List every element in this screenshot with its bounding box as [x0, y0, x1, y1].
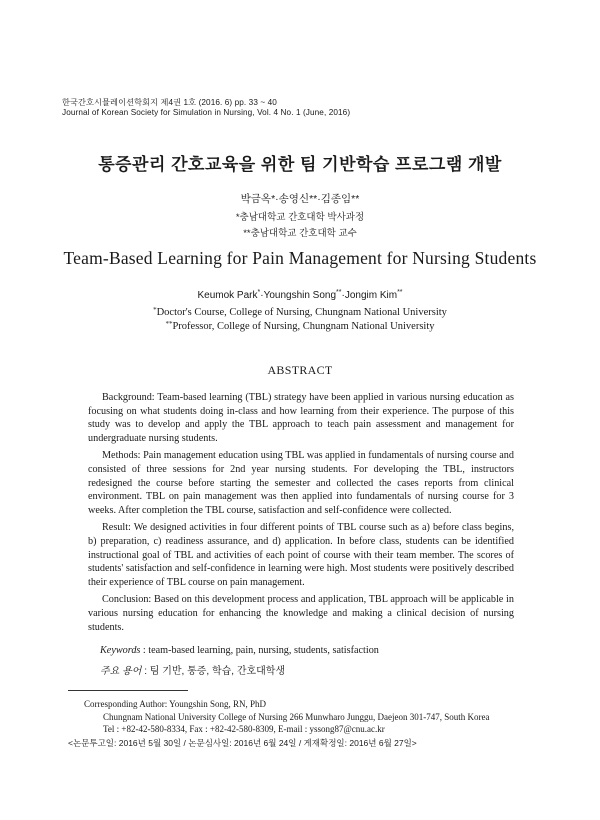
result-text: We designed activities in four different points of TBL course such as a) before class begins, b) preparation, c) readiness assurance, and d) application. In before class, students can be identified instructional goal of TBL and activities of each point of course with their team member. The scores of students' satisfaction and self-confidence in learning were high. Most students were positively described their experience of TBL course on pain management.: [88, 522, 514, 588]
footnote-divider: [68, 690, 188, 691]
english-affiliation-2: [0, 321, 600, 332]
conclusion-text: Based on this development process and application, TBL approach will be applicable in various nursing education for enhancing the knowledge and making a clinical decision of nursing students.: [88, 594, 514, 633]
journal-header-korean: 한국간호시뮬레이션학회지 제4권 1호 (2016. 6) pp. 33 ~ 40: [62, 98, 277, 107]
methods-text: Pain management education using TBL was applied in fundamentals of nursing course and consisted of three sessions for 2nd year nursing students. For developing the TBL, instructors redesigned the course before starting the semester and collected the cases reports from clinical environment. TBL on pain management was then applied into fundamentals of nursing course for 3 weeks. After completion the TBL course, satisfaction and self-confidence were collected.: [88, 450, 514, 516]
keywords-english: [100, 645, 379, 656]
abstract-methods: [88, 449, 514, 517]
keywords-korean: [100, 662, 285, 677]
korean-authors: 박금옥*·송영신**·김종임**: [240, 193, 360, 205]
english-title: Team-Based Learning for Pain Management for Nursing Students: [63, 248, 537, 268]
author-2-mark: **: [336, 289, 342, 296]
korean-title: 통증관리 간호교육을 위한 팀 기반학습 프로그램 개발: [98, 155, 502, 174]
author-1-mark: *: [257, 289, 261, 296]
result-label: Result:: [102, 522, 131, 534]
aff-2-mark: **: [165, 320, 173, 328]
background-text: Team-based learning (TBL) strategy have been applied in various nursing education as focusing on what students doing in-class and how learning from their experience. The purpose of this study was to develop and apply the TBL approach to teach pain assessment and management for undergraduate nursing students.: [88, 392, 514, 444]
keywords-text: : team-based learning, pain, nursing, students, satisfaction: [140, 645, 379, 656]
corresponding-address: Chungnam National University College of Nursing 266 Munwharo Junggu, Daejeon 301-747, South Korea: [103, 712, 490, 722]
corresponding-contact: Tel : +82-42-580-8334, Fax : +82-42-580-8309, E-mail : yssong87@cnu.ac.kr: [103, 724, 385, 734]
author-3-mark: **: [397, 289, 403, 296]
keywords-korean-text: : 팀 기반, 통증, 학습, 간호대학생: [141, 666, 286, 677]
abstract-body: [88, 391, 514, 638]
aff-1-text: Doctor's Course, College of Nursing, Chungnam National University: [156, 307, 447, 318]
corresponding-author: Corresponding Author: Youngshin Song, RN, PhD: [84, 699, 267, 709]
keywords-korean-label: 주요 용어: [100, 666, 142, 677]
abstract-heading: ABSTRACT: [267, 363, 333, 377]
aff-1-mark: *: [153, 306, 157, 314]
abstract-background: [88, 391, 514, 445]
author-1: Keumok Park: [197, 290, 258, 301]
submission-dates: <논문투고일: 2016년 5월 30일 / 논문심사일: 2016년 6월 24일 / 게재확정일: 2016년 6월 27일>: [68, 738, 417, 748]
abstract-conclusion: [88, 593, 514, 634]
conclusion-label: Conclusion:: [102, 594, 152, 606]
aff-2-text: Professor, College of Nursing, Chungnam National University: [172, 321, 435, 332]
english-affiliation-1: [0, 307, 600, 318]
author-2: ·Youngshin Song: [260, 290, 337, 301]
english-authors: [0, 290, 600, 301]
korean-affiliation-2: **충남대학교 간호대학 교수: [243, 228, 357, 239]
keywords-label: Keywords: [100, 645, 141, 656]
methods-label: Methods:: [102, 450, 141, 462]
author-3: ·Jongim Kim: [341, 290, 398, 301]
journal-header-english: Journal of Korean Society for Simulation in Nursing, Vol. 4 No. 1 (June, 2016): [62, 108, 351, 117]
abstract-result: [88, 521, 514, 589]
korean-affiliation-1: *충남대학교 간호대학 박사과정: [235, 212, 365, 223]
background-label: Background:: [102, 392, 155, 403]
